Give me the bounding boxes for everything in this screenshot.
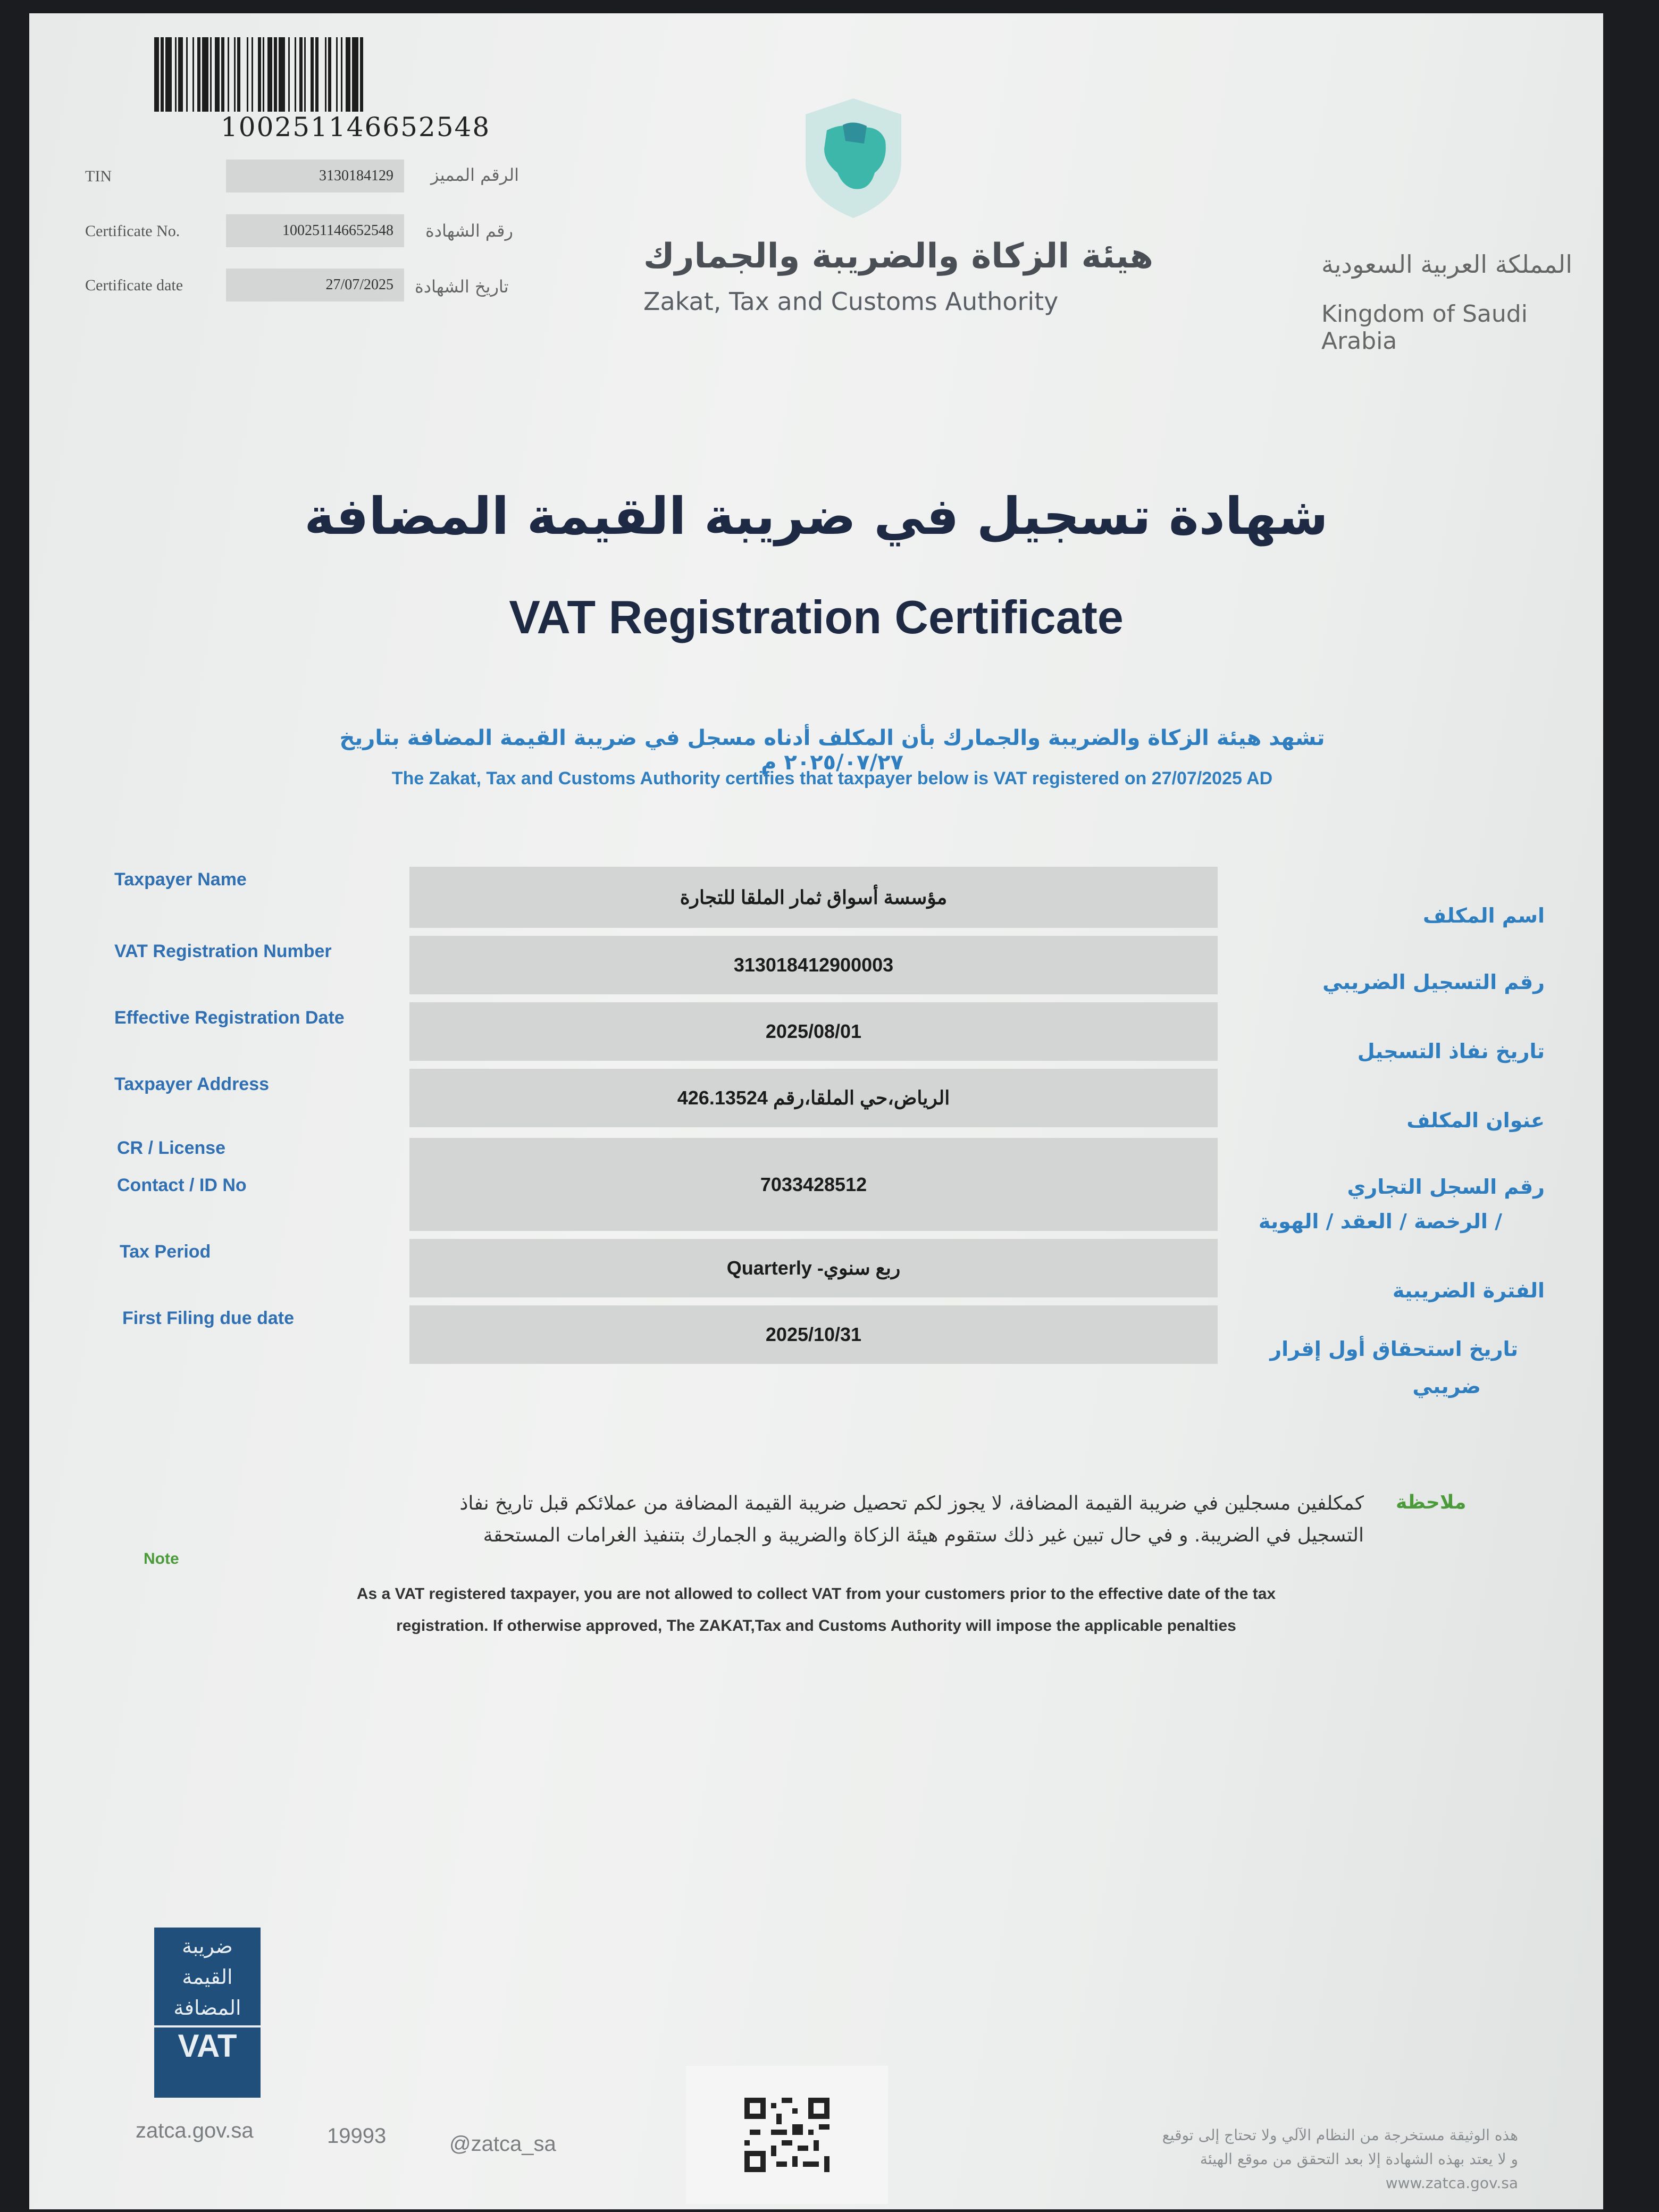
field-label-first-filing: First Filing due date [122, 1308, 295, 1328]
footer-website: zatca.gov.sa [136, 2119, 254, 2142]
barcode-bar [188, 37, 192, 112]
field-value-address: الرياض،حي الملقا،رقم 426.13524 [409, 1069, 1218, 1127]
note-text-en-2: registration. If otherwise approved, The ZAKAT,Tax and Customs Authority will impose the applicable penalties [396, 1617, 1236, 1635]
tin-label: TIN [85, 167, 112, 185]
barcode-bar [319, 37, 325, 112]
vat-logo-text-ar-3: المضافة [173, 1996, 241, 2020]
note-text-ar-1: كمكلفين مسجلين في ضريبة القيمة المضافة، لا يجوز لكم تحصيل ضريبة القيمة المضافة من عملائكم قبل تاريخ نفاذ [459, 1493, 1364, 1514]
certificate-date-label: Certificate date [85, 276, 183, 294]
page-title-ar: شهادة تسجيل في ضريبة القيمة المضافة [304, 487, 1328, 546]
field-label-tax-period: Tax Period [120, 1242, 211, 1262]
certifies-text-en: The Zakat, Tax and Customs Authority certifies that taxpayer below is VAT registered on 27/07/2025 AD [391, 768, 1273, 789]
footer-social-handle: @zatca_sa [449, 2132, 556, 2156]
page-title-en: VAT Registration Certificate [509, 591, 1124, 643]
field-value-first-filing: 2025/10/31 [409, 1305, 1218, 1364]
field-label-taxpayer-name-ar: اسم المكلف [1422, 904, 1545, 927]
barcode-bar [229, 37, 234, 112]
field-label-taxpayer-name: Taxpayer Name [114, 869, 247, 890]
vat-logo-text-ar-1: ضريبة [182, 1934, 233, 1958]
field-label-first-filing-ar-2: ضريبي [1412, 1375, 1481, 1398]
barcode-bar [178, 37, 183, 112]
field-label-cr-license: CR / License [117, 1138, 226, 1158]
field-label-address: Taxpayer Address [114, 1074, 270, 1094]
authority-name-en: Zakat, Tax and Customs Authority [643, 287, 1059, 316]
barcode-bar [306, 37, 311, 112]
certifies-text-ar: تشهد هيئة الزكاة والضريبة والجمارك بأن المكلف أدناه مسجل في ضريبة القيمة المضافة بتاريخ ٢٠٢٥/٠٧/٢٧ م [339, 726, 1325, 775]
field-value-cr-license: 7033428512 [409, 1138, 1218, 1231]
barcode-number: 100251146652548 [221, 112, 491, 143]
vat-logo-text-en: VAT [154, 2025, 261, 2064]
vat-logo-text-ar-2: القيمة [182, 1965, 233, 1989]
qr-code-icon [744, 2098, 830, 2172]
barcode-bar [331, 37, 336, 112]
kingdom-name-en: Kingdom of Saudi Arabia [1321, 300, 1528, 355]
note-label-en: Note [144, 1550, 179, 1568]
barcode-bar [202, 37, 208, 112]
certificate-date-value: 27/07/2025 [226, 269, 404, 301]
field-label-tax-period-ar: الفترة الضريبية [1392, 1279, 1545, 1302]
footer-disclaimer-site: www.zatca.gov.sa [1385, 2174, 1518, 2192]
certificate-page [29, 13, 1603, 2209]
barcode-bar [154, 37, 159, 112]
tin-value: 3130184129 [226, 160, 404, 192]
note-label-ar: ملاحظة [1396, 1492, 1467, 1513]
barcode-bar [215, 37, 220, 112]
field-label-cr-license-ar-2: / الرخصة / العقد / الهوية [1258, 1210, 1502, 1233]
field-label-cr-license-ar: رقم السجل التجاري [1347, 1175, 1545, 1199]
certificate-no-value: 100251146652548 [226, 214, 404, 247]
field-value-taxpayer-name: مؤسسة أسواق ثمار الملقا للتجارة [409, 867, 1218, 928]
barcode-bar [363, 37, 365, 112]
barcode-bar [290, 37, 295, 112]
zatca-emblem-icon [795, 93, 912, 221]
field-label-first-filing-ar: تاريخ استحقاق أول إقرار [1270, 1337, 1518, 1361]
barcode-bar [279, 37, 285, 112]
field-value-tax-period: ربع سنوي- Quarterly [409, 1239, 1218, 1297]
field-value-vat-number: 313018412900003 [409, 936, 1218, 994]
certificate-no-label-ar: رقم الشهادة [425, 221, 513, 241]
barcode-bar [352, 37, 358, 112]
field-label-contact-id: Contact / ID No [117, 1175, 247, 1195]
field-label-address-ar: عنوان المكلف [1406, 1109, 1545, 1132]
field-label-effective-date-ar: تاريخ نفاذ التسجيل [1357, 1040, 1545, 1063]
footer-phone: 19993 [327, 2124, 387, 2148]
vat-logo [154, 1928, 261, 2098]
note-text-en-1: As a VAT registered taxpayer, you are not allowed to collect VAT from your customers prior to the effective date of the tax [356, 1585, 1276, 1603]
barcode-bar [165, 37, 172, 112]
field-label-vat-number: VAT Registration Number [114, 941, 332, 961]
note-text-ar-2: التسجيل في الضريبة. و في حال تبين غير ذلك ستقوم هيئة الزكاة والضريبة و الجمارك بتنفيذ الغرامات المستحقة [483, 1524, 1364, 1546]
field-label-vat-number-ar: رقم التسجيل الضريبي [1322, 970, 1545, 994]
barcode-bar [267, 37, 272, 112]
barcode-bar [346, 37, 350, 112]
field-value-effective-date: 2025/08/01 [409, 1002, 1218, 1061]
field-label-effective-date: Effective Registration Date [114, 1008, 345, 1028]
barcode-bar [253, 37, 258, 112]
barcode-bar [240, 37, 247, 112]
kingdom-name-ar: المملكة العربية السعودية [1321, 250, 1572, 279]
footer-disclaimer-1: هذه الوثيقة مستخرجة من النظام الآلي ولا تحتاج إلى توقيع [1162, 2126, 1518, 2144]
qr-code [686, 2066, 888, 2204]
footer-disclaimer-2: و لا يعتد بهذه الشهادة إلا بعد التحقق من موقع الهيئة [1200, 2150, 1518, 2168]
authority-name-ar: هيئة الزكاة والضريبة والجمارك [643, 237, 1153, 276]
certificate-no-label: Certificate No. [85, 222, 180, 240]
certificate-date-label-ar: تاريخ الشهادة [415, 276, 509, 297]
tin-label-ar: الرقم المميز [431, 165, 520, 185]
